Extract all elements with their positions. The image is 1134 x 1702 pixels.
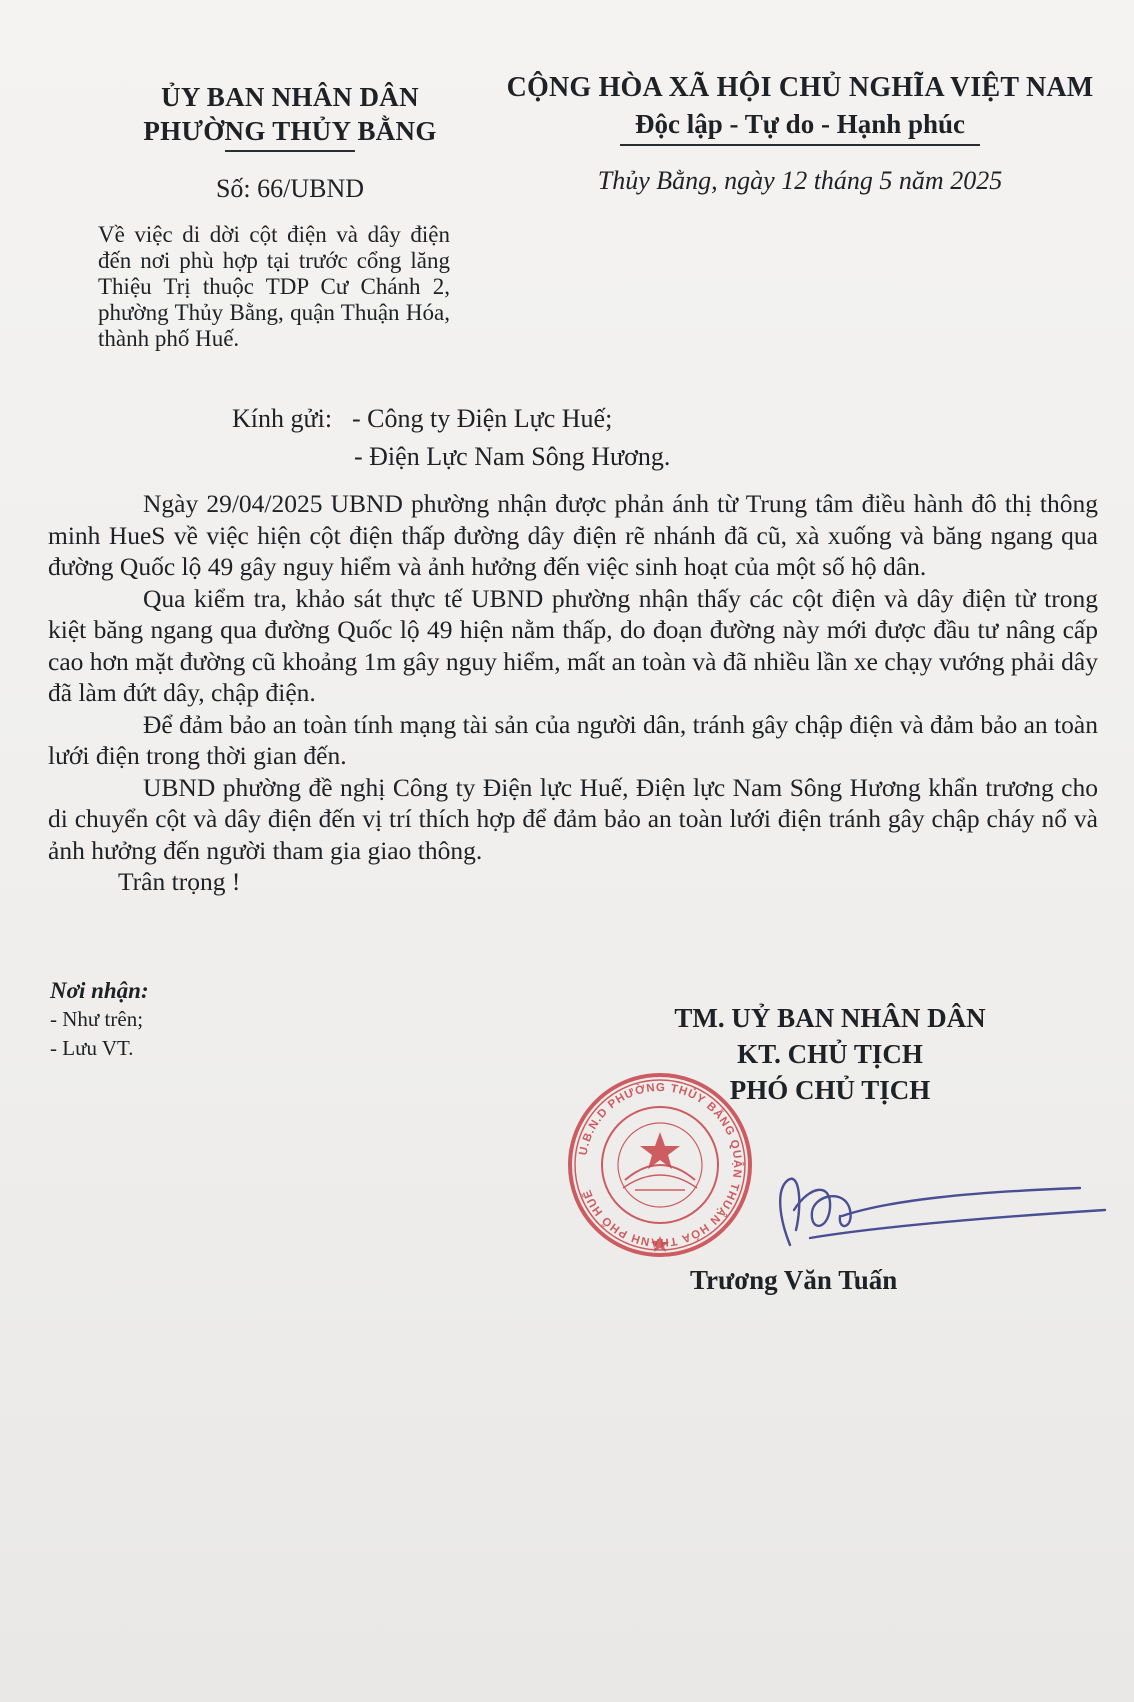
national-motto: Độc lập - Tự do - Hạnh phúc bbox=[634, 109, 966, 139]
handwritten-signature bbox=[750, 1150, 1110, 1270]
seal-star-icon bbox=[640, 1132, 680, 1169]
org-underline bbox=[225, 150, 355, 152]
body-paragraph: Qua kiểm tra, khảo sát thực tế UBND phường nhận thấy các cột điện và dây điện từ trong kiệt băng ngang qua đường Quốc lộ 49 hiện nằm thấp, do đoạn đường này mới được đầu tư nâng cấp cao hơn mặt đường cũ khoảng 1m gây nguy hiểm, mất an toàn và đã nhiều lần xe chạy vướng phải dây đã làm đứt dây, chập điện. bbox=[48, 583, 1098, 707]
document-subject: Về việc di dời cột điện và dây điện đến nơi phù hợp tại trước cổng lăng Thiệu Trị thuộc TDP Cư Chánh 2, phường Thủy Bằng, quận Thuận Hóa, thành phố Huế. bbox=[98, 222, 450, 351]
org-name-line1: ỦY BAN NHÂN DÂN bbox=[161, 82, 419, 112]
distribution-title: Nơi nhận: bbox=[50, 978, 149, 1003]
signature-line3: PHÓ CHỦ TỊCH bbox=[729, 1075, 931, 1105]
nation-name: CỘNG HÒA XÃ HỘI CHỦ NGHĨA VIỆT NAM bbox=[506, 72, 1094, 103]
issuing-authority-block bbox=[80, 80, 500, 204]
recipients-block bbox=[232, 400, 670, 476]
signature-line1: TM. UỶ BAN NHÂN DÂN bbox=[674, 1003, 986, 1033]
letter-body bbox=[48, 488, 1098, 898]
distribution-list bbox=[50, 976, 149, 1063]
recipient-item: - Công ty Điện Lực Huế; bbox=[352, 404, 613, 433]
distribution-item: - Như trên; bbox=[50, 1007, 144, 1031]
recipient-item: - Điện Lực Nam Sông Hương. bbox=[354, 442, 671, 471]
document-number: Số: 66/UBND bbox=[215, 174, 365, 203]
national-heading-block bbox=[480, 70, 1120, 196]
org-name-line2: PHƯỜNG THỦY BẰNG bbox=[143, 116, 437, 146]
body-paragraph: UBND phường đề nghị Công ty Điện lực Huế, Điện lực Nam Sông Hương khẩn trương cho di chuyển cột và dây điện đến vị trí thích hợp để đảm bảo an toàn lưới điện tránh gây chập cháy nổ và ảnh hưởng đến người tham gia giao thông. bbox=[48, 772, 1098, 865]
signature-line2: KT. CHỦ TỊCH bbox=[737, 1039, 923, 1069]
place-date-line: Thủy Bằng, ngày 12 tháng 5 năm 2025 bbox=[597, 166, 1003, 195]
recipients-label: Kính gửi: bbox=[232, 404, 333, 433]
body-paragraph: Ngày 29/04/2025 UBND phường nhận được phản ánh từ Trung tâm điều hành đô thị thông minh HueS về việc hiện cột điện thấp đường dây điện rẽ nhánh đã cũ, xà xuống và băng ngang qua đường Quốc lộ 49 gây nguy hiểm và ảnh hưởng đến việc sinh hoạt của một số hộ dân. bbox=[48, 489, 1098, 581]
distribution-item: - Lưu VT. bbox=[50, 1036, 134, 1060]
body-paragraph: Để đảm bảo an toàn tính mạng tài sản của người dân, tránh gây chập điện và đảm bảo an toàn lưới điện trong thời gian đến. bbox=[48, 709, 1098, 770]
signer-name: Trương Văn Tuấn bbox=[690, 1265, 898, 1295]
motto-underline bbox=[620, 144, 980, 146]
seal-ring-text: U.B.N.D PHƯỜNG THỦY BẰNG QUẬN THUẬN HÓA THÀNH PHỐ HUẾ bbox=[577, 1081, 744, 1249]
closing-line: Trân trọng ! bbox=[118, 867, 241, 896]
official-seal-stamp bbox=[565, 1070, 755, 1260]
